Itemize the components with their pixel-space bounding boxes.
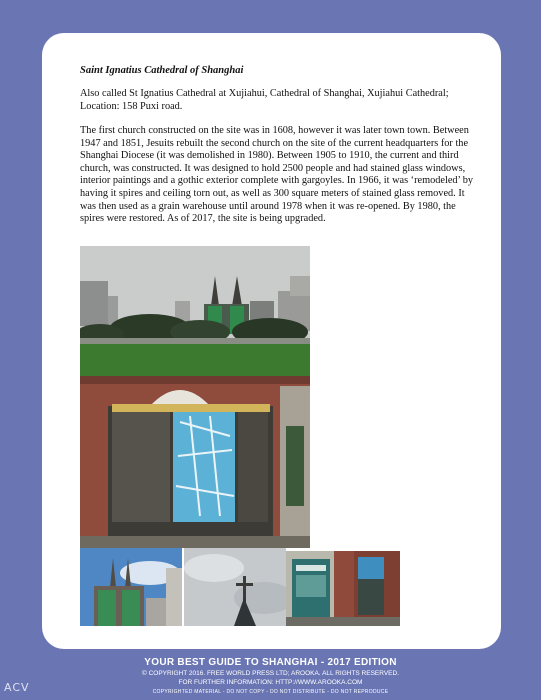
footer-notice: COPYRIGHTED MATERIAL - DO NOT COPY - DO NOT DISTRIBUTE - DO NOT REPRODUCE <box>152 689 389 695</box>
information-boards-photo <box>286 551 400 626</box>
cathedral-spires-photo <box>80 548 182 626</box>
article-body: The first church constructed on the site was in 1608, however it was later town town. Between 1947 and 1851, Jesuits rebuilt the second church on the site of the current headquarters for the Shanghai Diocese (it was demolished in 1980). Between 1905 to 1910, the current and third church, was constructed. It was designed to hold 2500 people and had stained glass windows, interior paintings and a gothic exterior complete with gargoyles. In 1966, it was ‘remodeled’ by having it spires and ceiling torn out, as well as 300 square meters of stained glass removed. It was then used as a grain warehouse until around 1978 when it was re-opened. By 1980, the spires were restored. As of 2017, the site is being upgraded. <box>80 125 474 225</box>
footer-copyright: © COPYRIGHT 2016. FREE WORLD PRESS LTD; AROOKA. ALL RIGHTS RESERVED. <box>141 670 400 677</box>
footer-info: FOR FURTHER INFORMATION: HTTP://WWW.AROOKA.COM <box>178 679 363 686</box>
page-card <box>42 33 501 649</box>
cross-sky-photo <box>184 548 286 626</box>
footer-headline: YOUR BEST GUIDE TO SHANGHAI - 2017 EDITION <box>144 657 397 668</box>
watermark: ACV <box>4 681 30 694</box>
cathedral-park-photo <box>80 246 310 376</box>
article-intro: Also called St Ignatius Cathedral at Xujiahui, Cathedral of Shanghai, Xujiahui Cathedral; Location: 158 Puxi road. <box>80 88 449 112</box>
information-signboard-photo <box>80 376 310 548</box>
article-title: Saint Ignatius Cathedral of Shanghai <box>80 65 244 76</box>
